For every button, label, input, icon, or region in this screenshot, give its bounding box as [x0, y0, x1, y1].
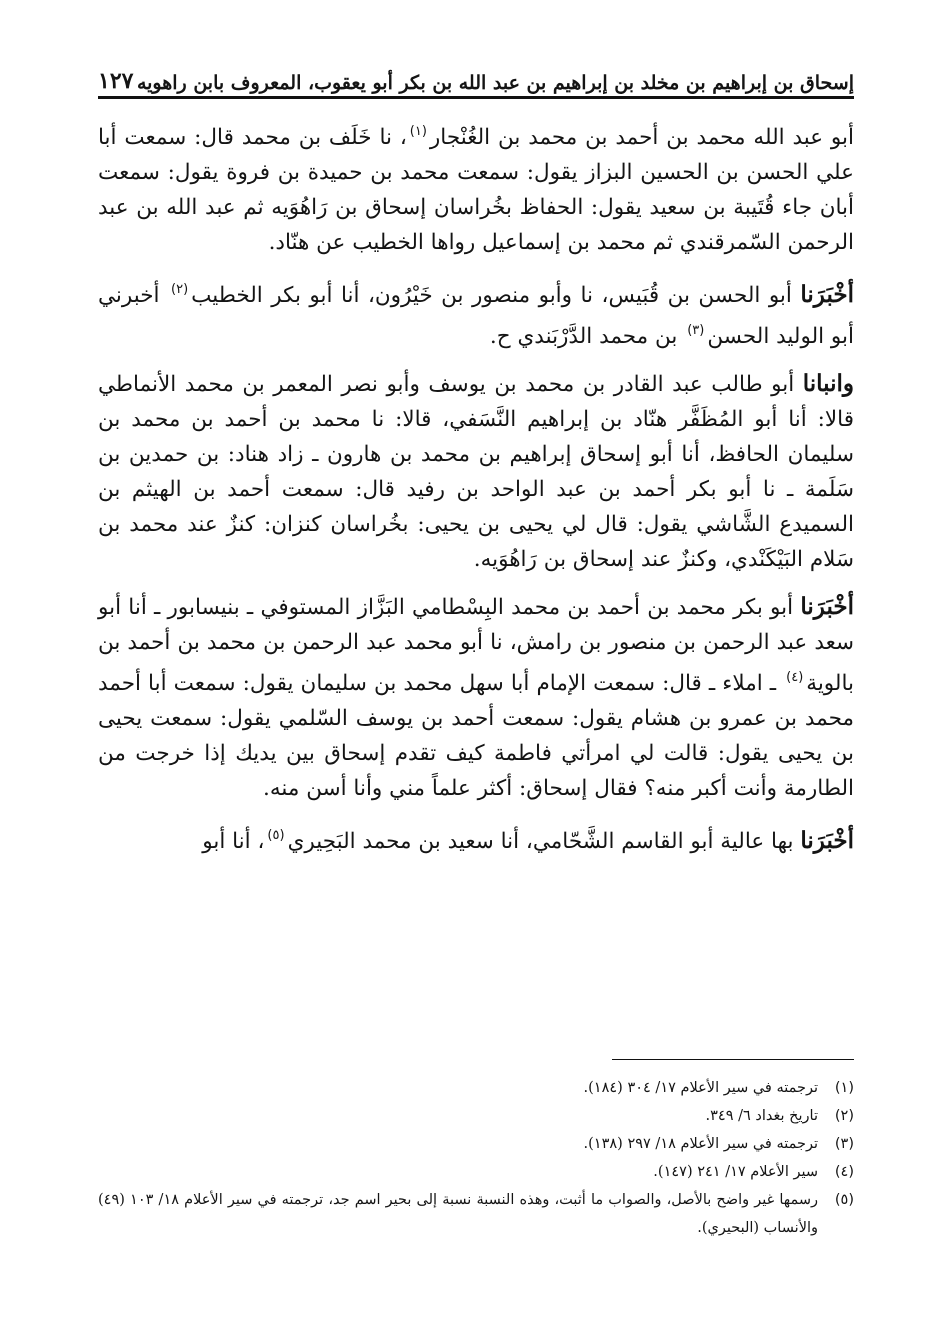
paragraph-text: أبو بكر محمد بن أحمد بن محمد البِسْطامي البَزَّاز المستوفي ـ بنيسابور ـ أنا أبو سعد عبد الرحمن بن منصور بن رامش، نا أبو محمد عبد الرحمن بن محمد بن أحمد بن بالوية: [98, 595, 854, 696]
footnote-ref: (٢): [171, 282, 189, 297]
footnote-number: (٤): [834, 1164, 854, 1180]
footnote-text: سير الأعلام ١٧/ ٢٤١ (١٤٧).: [653, 1164, 818, 1180]
transmission-term: أخْبَرَنا: [800, 593, 854, 620]
transmission-term: أخْبَرَنا: [800, 827, 854, 854]
footnote-number: (٢): [834, 1108, 854, 1124]
footnote-number: (١): [834, 1080, 854, 1096]
paragraph-text: ـ املاء ـ قال: سمعت الإمام أبا سهل محمد بن سليمان يقول: سمعت أبا أحمد محمد بن عمرو بن هشام يقول: سمعت أحمد بن يوسف السّلمي يقول: سمعت يحيى بن يحيى يقول: قالت لي امرأتي فاطمة كيف تقدم إسحاق بين يديك إذا خرجت من الطارمة وأنت أكبر منه؟ فقال إسحاق: أكثر علماً مني وأنا أسن منه.: [98, 671, 854, 801]
document-page: [98, 52, 854, 1302]
paragraph: [98, 366, 854, 577]
footnote-item: [98, 1186, 854, 1242]
paragraph-text: أبو طالب عبد القادر بن محمد بن يوسف وأبو نصر المعمر بن محمد الأنماطي قالا: أنا أبو المُظَفَّر هنّاد بن إبراهيم النَّسَفي، قالا: نا محمد بن أحمد بن محمد بن سليمان الحافظ، أنا أبو إسحاق إبراهيم بن محمد بن هارون ـ زاد هناد: بن حمدين بن سَلَمة ـ نا أبو بكر أحمد بن عبد الواحد بن رفيد قال: سمعت أحمد بن الهيثم بن السميدع الشَّاشي يقول: قال لي يحيى بن يحيى: بخُراسان كنزان: كنزٌ عند محمد بن سَلام البَيْكَنْدي، وكنزٌ عند إسحاق بن رَاهُوَيه.: [98, 372, 854, 572]
running-title: إسحاق بن إبراهيم بن مخلد بن إبراهيم بن عبد الله بن بكر أبو يعقوب، المعروف بابن راهويه: [136, 72, 854, 94]
page-number: ١٢٧: [98, 68, 134, 94]
paragraph-text: ، نا خَلَف بن محمد قال: سمعت أبا علي الحسن بن الحسين البزاز يقول: سمعت محمد بن حميدة بن فروة يقول: سمعت أبان جاء قُتَيبة بن سعيد يقول: الحفاظ بخُراسان إسحاق بن رَاهُوَيه ثم عبد الله بن عبد الرحمن السّمرقندي ثم محمد بن إسماعيل رواها الخطيب عن هنّاد.: [98, 125, 854, 255]
paragraph-text: أبو عبد الله محمد بن أحمد بن محمد بن الغُنْجار: [429, 125, 854, 150]
footnote-item: [98, 1074, 854, 1102]
paragraph: [98, 114, 854, 260]
paragraph-text: أبو الحسن بن قُبَيس، نا وأبو منصور بن خَيْرُون، أنا أبو بكر الخطيب: [191, 283, 801, 308]
footnote-text: ترجمته في سير الأعلام ١٨/ ٢٩٧ (١٣٨).: [583, 1136, 818, 1152]
footnote-number: (٣): [834, 1136, 854, 1152]
paragraph-text: ، أنا أبو: [202, 829, 265, 854]
paragraph: [98, 272, 854, 354]
footnote-text: رسمها غير واضح بالأصل، والصواب ما أثبت، وهذه النسبة نسبة إلى بحير اسم جد، ترجمته في سير الأعلام ١٨/ ١٠٣ (٤٩) والأنساب (البحيري).: [98, 1192, 818, 1236]
footnote-item: [98, 1158, 854, 1186]
footnote-text: تاريخ بغداد ٦/ ٣٤٩.: [705, 1108, 818, 1124]
transmission-term: أخْبَرَنا: [800, 281, 855, 308]
paragraph-text: أخبرني أبو الوليد الحسن: [98, 283, 854, 349]
footnote-item: [98, 1102, 854, 1130]
footnote-rule: [612, 1059, 854, 1060]
footnote-ref: (٥): [267, 828, 285, 843]
paragraph: [98, 589, 854, 806]
transmission-term: وانبانا: [802, 370, 854, 397]
main-text: [98, 114, 854, 871]
running-header: [98, 62, 854, 94]
paragraph: [98, 818, 854, 859]
footnote-ref: (٣): [687, 323, 705, 338]
paragraph-text: بها عالية أبو القاسم الشَّحّامي، أنا سعيد بن محمد البَحِيري: [287, 829, 801, 854]
footnote-ref: (٤): [786, 670, 804, 685]
header-rule: [98, 96, 854, 99]
footnote-number: (٥): [834, 1192, 854, 1208]
footnotes: [98, 1074, 854, 1242]
paragraph-text: بن محمد الدَّرْبَندي ح.: [489, 324, 685, 349]
footnote-text: ترجمته في سير الأعلام ١٧/ ٣٠٤ (١٨٤).: [583, 1080, 818, 1096]
footnote-ref: (١): [409, 124, 427, 139]
footnote-item: [98, 1130, 854, 1158]
